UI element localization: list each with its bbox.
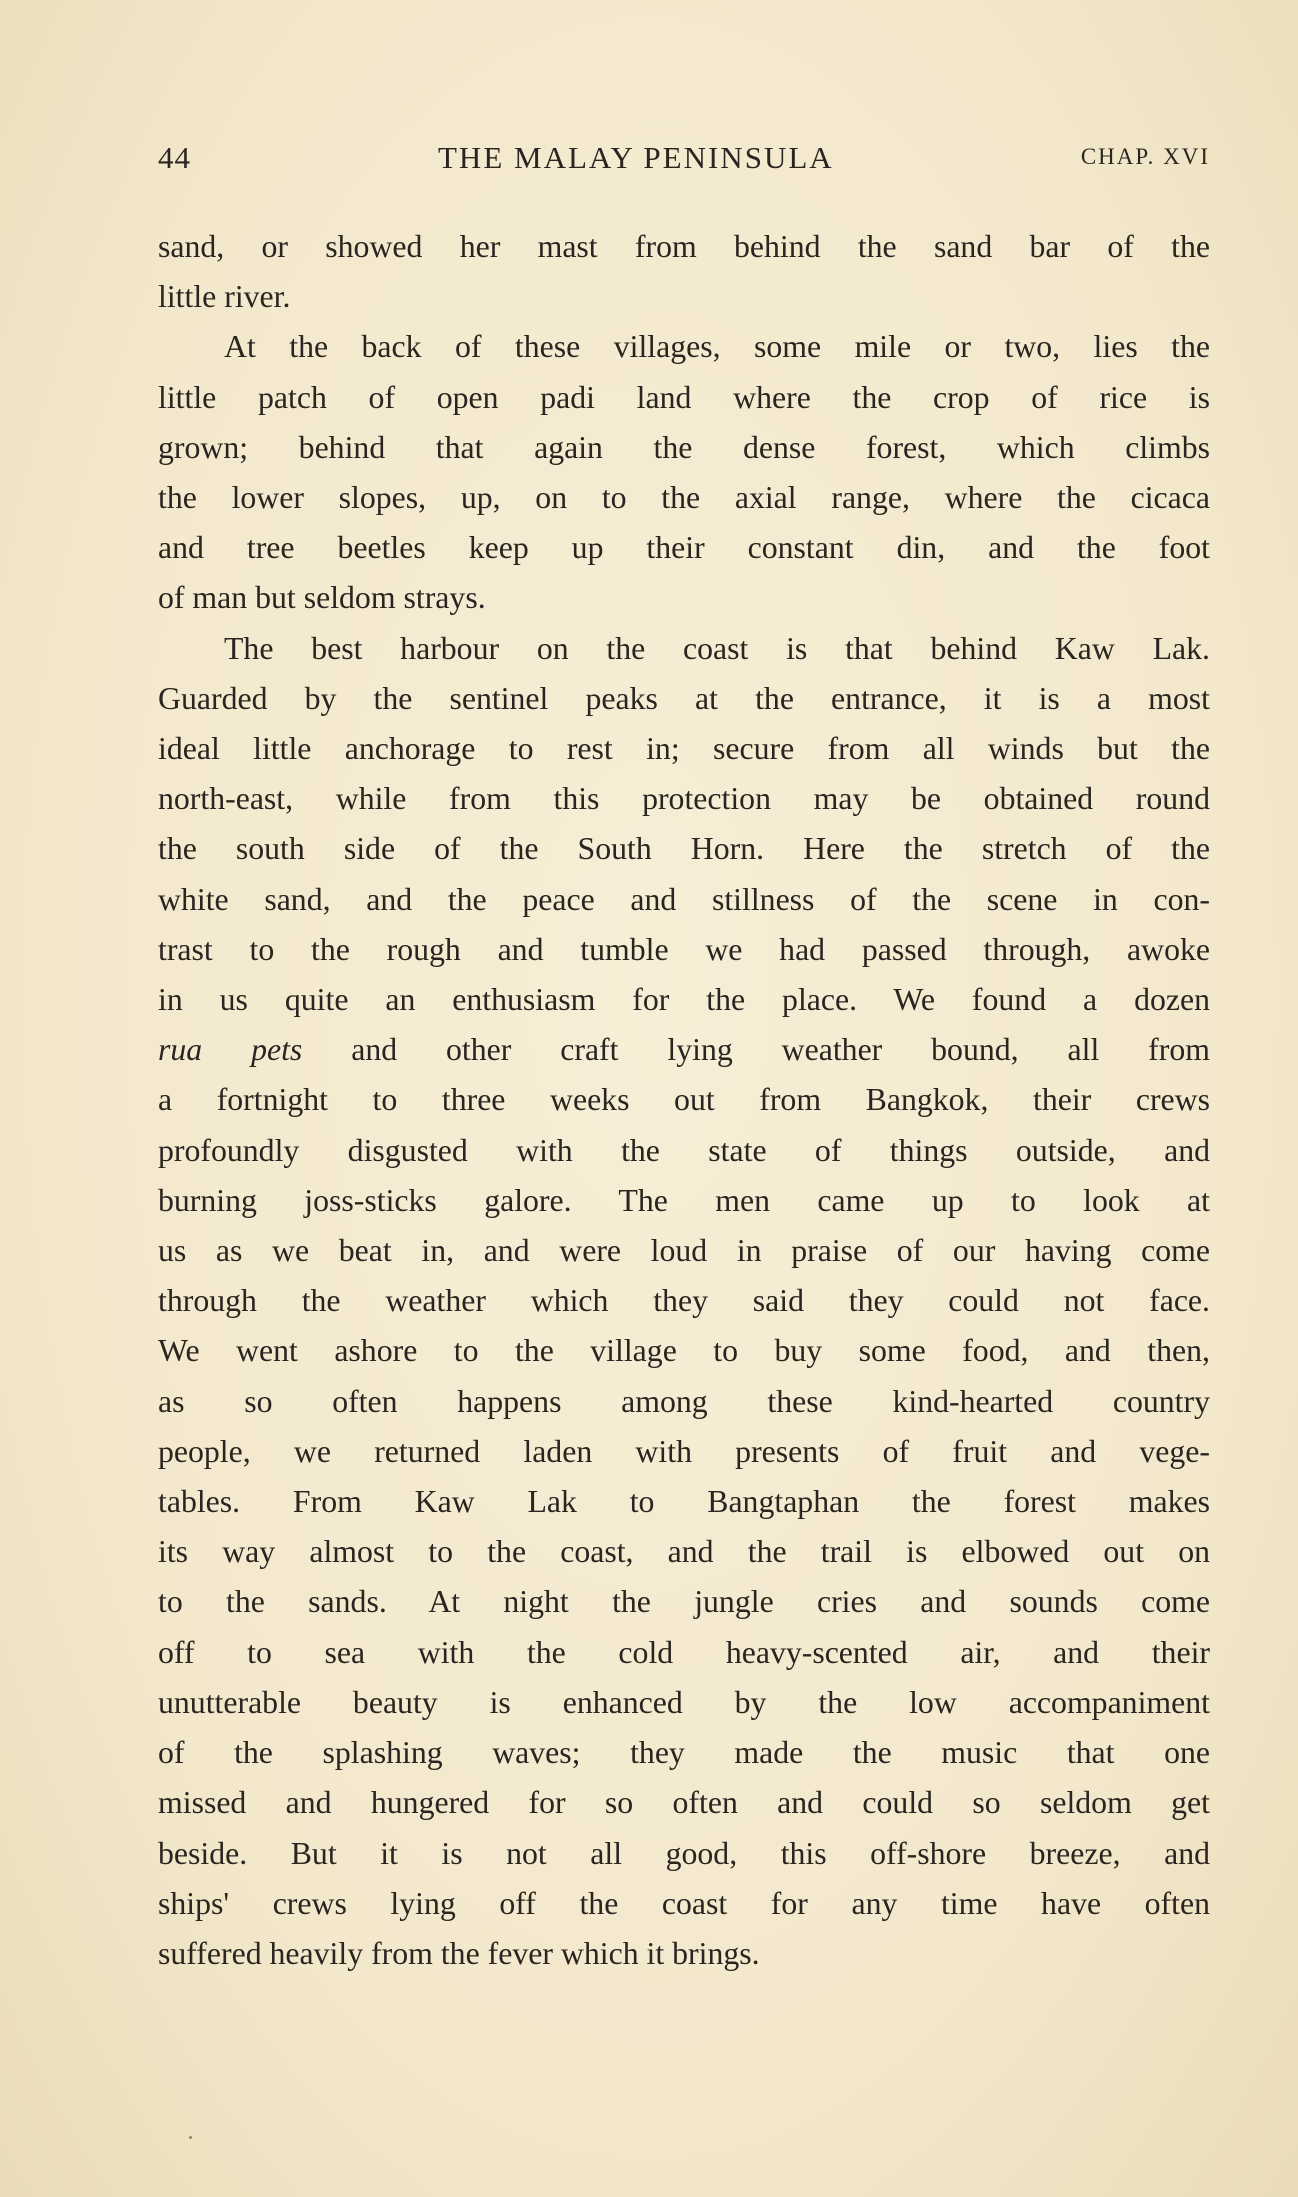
text-line: The best harbour on the coast is that behind Kaw Lak.	[224, 630, 1210, 666]
text-line: profoundly disgusted with the state of things outside, and	[158, 1132, 1210, 1168]
text-line: little patch of open padi land where the crop of rice is	[158, 379, 1210, 415]
text-line: tables. From Kaw Lak to Bangtaphan the forest makes	[158, 1484, 1210, 1520]
text-line: missed and hungered for so often and could so seldom get	[158, 1785, 1210, 1821]
text-line: At the back of these villages, some mile or two, lies the	[224, 329, 1210, 365]
text-line: and tree beetles keep up their constant din, and the foot	[158, 530, 1210, 566]
text-line: people, we returned laden with presents of fruit and vege-	[158, 1433, 1210, 1469]
text-line: of the splashing waves; they made the music that one	[158, 1735, 1210, 1771]
text-line: of man but seldom strays.	[158, 580, 486, 616]
text-line: burning joss-sticks galore. The men came up to look at	[158, 1182, 1210, 1218]
text-line: beside. But it is not all good, this off-shore breeze, and	[158, 1835, 1210, 1871]
text-line: off to sea with the cold heavy-scented air, and their	[158, 1634, 1210, 1670]
text-line: grown; behind that again the dense forest, which climbs	[158, 429, 1210, 465]
chapter-label: CHAP. XVI	[1080, 144, 1210, 169]
text-line: Guarded by the sentinel peaks at the entrance, it is a most	[158, 680, 1210, 716]
text-line: trast to the rough and tumble we had passed through, awoke	[158, 931, 1210, 967]
text-line: in us quite an enthusiasm for the place. We found a dozen	[158, 982, 1210, 1018]
text-line: north-east, while from this protection may be obtained round	[158, 781, 1210, 817]
text-line: We went ashore to the village to buy some food, and then,	[158, 1333, 1210, 1369]
body-text	[158, 222, 1210, 1979]
text-line: as so often happens among these kind-hearted country	[158, 1383, 1210, 1419]
paper-speck	[189, 2136, 192, 2139]
text-line: suffered heavily from the fever which it brings.	[158, 1935, 760, 1971]
text-line: sand, or showed her mast from behind the sand bar of the	[158, 229, 1210, 264]
running-head	[158, 140, 1210, 180]
text-line: little river.	[158, 279, 291, 315]
text-line: the lower slopes, up, on to the axial range, where the cicaca	[158, 480, 1210, 516]
book-title: THE MALAY PENINSULA	[438, 140, 834, 175]
text-line: a fortnight to three weeks out from Bangkok, their crews	[158, 1082, 1210, 1118]
text-line: ships' crews lying off the coast for any time have often	[158, 1885, 1210, 1921]
text-line: its way almost to the coast, and the trail is elbowed out on	[158, 1534, 1210, 1570]
page-number: 44	[158, 140, 191, 175]
text-line: unutterable beauty is enhanced by the low accompaniment	[158, 1684, 1210, 1720]
text-line: us as we beat in, and were loud in praise of our having come	[158, 1233, 1210, 1269]
text-line: white sand, and the peace and stillness of the scene in con-	[158, 881, 1210, 917]
text-line: through the weather which they said they could not face.	[158, 1283, 1210, 1319]
text-line-rest: and other craft lying weather bound, all from	[351, 1032, 1210, 1068]
text-line: the south side of the South Horn. Here the stretch of the	[158, 831, 1210, 867]
text-line: to the sands. At night the jungle cries and sounds come	[158, 1584, 1210, 1620]
text-line: ideal little anchorage to rest in; secure from all winds but the	[158, 731, 1210, 767]
text-line	[158, 1025, 1210, 1075]
italic-term: rua pets	[158, 1032, 303, 1068]
